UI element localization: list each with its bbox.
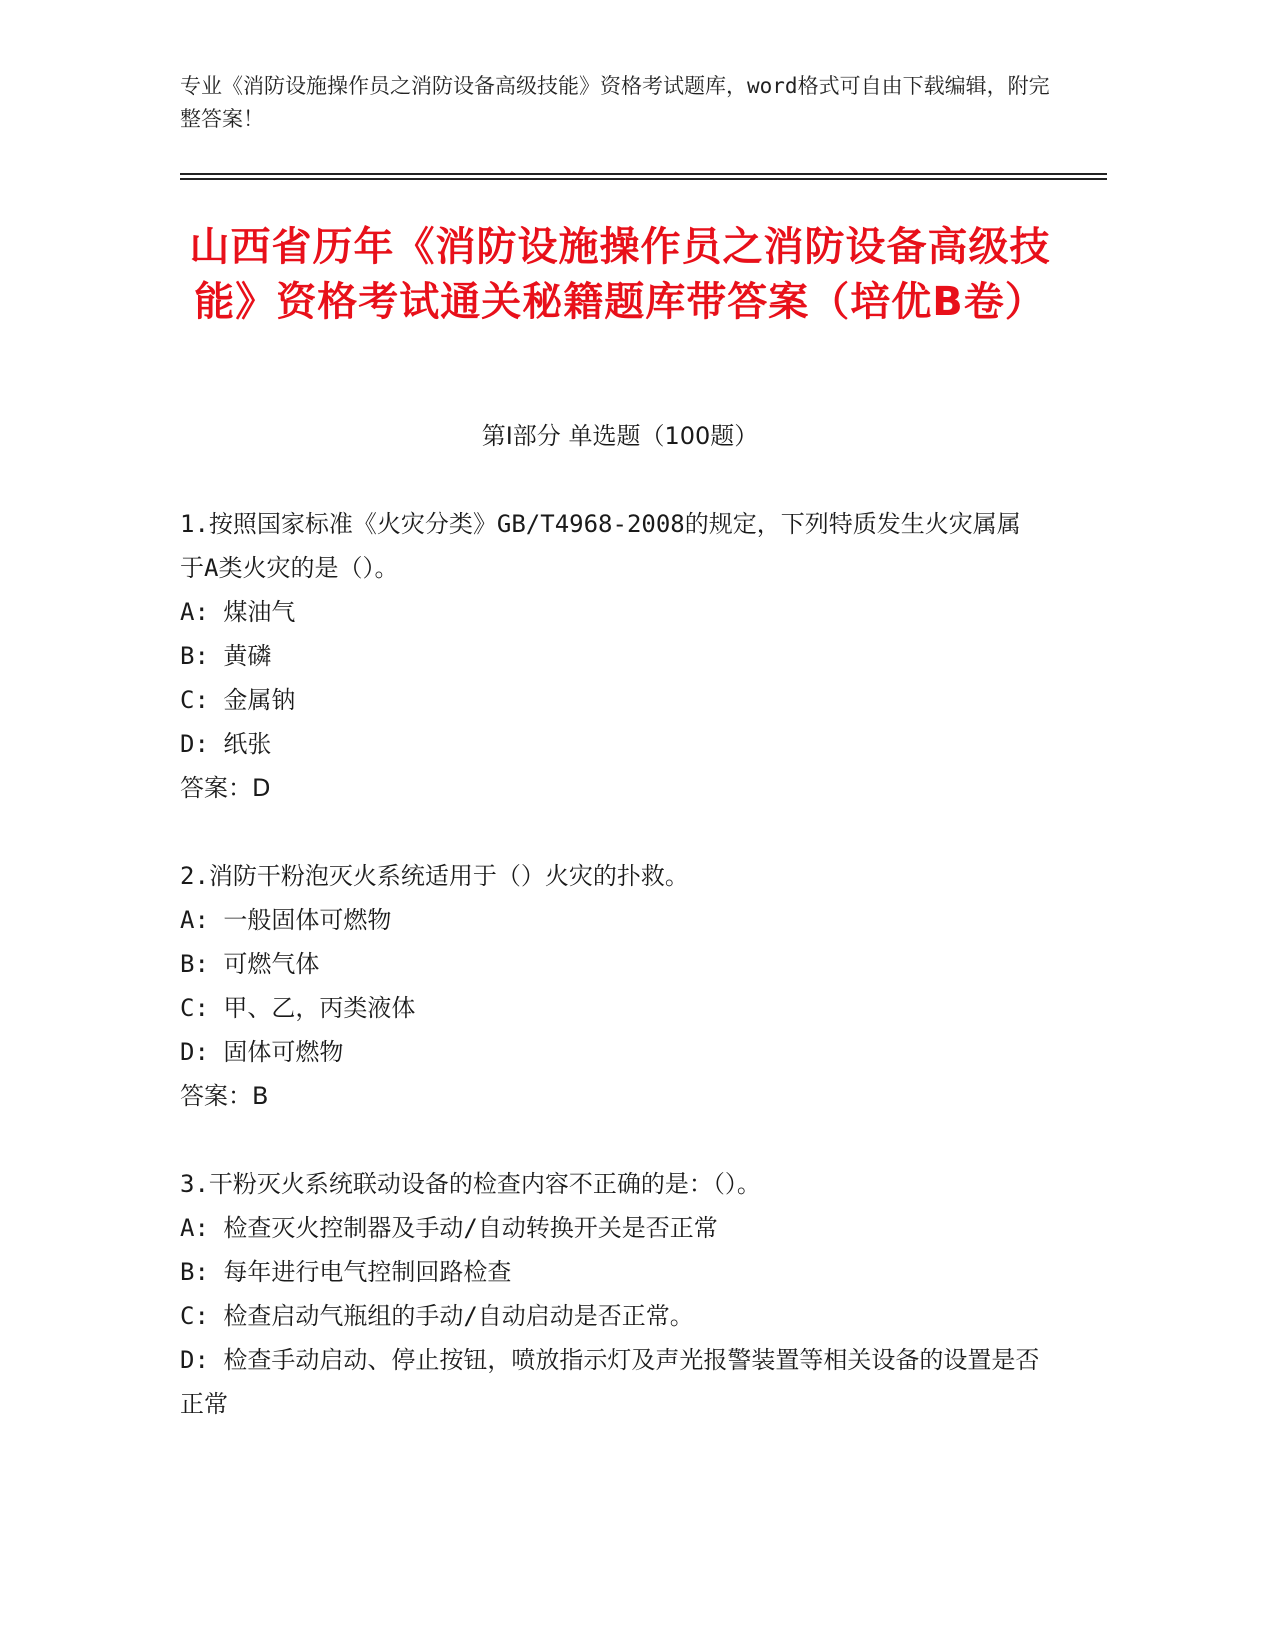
- question-text: 2.消防干粉泡灭火系统适用于（）火灾的扑救。: [180, 862, 689, 890]
- section-title: 第Ⅰ部分 单选题（100题）: [481, 422, 759, 450]
- option-c: C: 检查启动气瓶组的手动/自动启动是否正常。: [180, 1302, 694, 1330]
- question-3: [180, 1162, 1040, 1426]
- answer: 答案：D: [180, 774, 271, 802]
- header-note: 专业《消防设施操作员之消防设备高级技能》资格考试题库，word格式可自由下载编辑，附完整答案！: [180, 74, 1050, 131]
- question-2: [180, 854, 1040, 1118]
- answer: 答案：B: [180, 1082, 269, 1110]
- document-title: 山西省历年《消防设施操作员之消防设备高级技能》资格考试通关秘籍题库带答案（培优B卷）: [189, 224, 1051, 325]
- option-d: D: 固体可燃物: [180, 1038, 344, 1066]
- option-c: C: 金属钠: [180, 686, 296, 714]
- option-c: C: 甲、乙，丙类液体: [180, 994, 416, 1022]
- option-d: D: 检查手动启动、停止按钮，喷放指示灯及声光报警装置等相关设备的设置是否正常: [180, 1346, 1040, 1418]
- option-d: D: 纸张: [180, 730, 272, 758]
- option-a: A: 一般固体可燃物: [180, 906, 392, 934]
- option-a: A: 检查灭火控制器及手动/自动转换开关是否正常: [180, 1214, 718, 1242]
- option-a: A: 煤油气: [180, 598, 296, 626]
- option-b: B: 黄磷: [180, 642, 272, 670]
- header-divider-bottom: [180, 178, 1107, 180]
- header-divider-top: [180, 173, 1107, 175]
- question-list: [180, 502, 1040, 1470]
- question-text: 3.干粉灭火系统联动设备的检查内容不正确的是：（）。: [180, 1170, 761, 1198]
- option-b: B: 可燃气体: [180, 950, 320, 978]
- question-1: [180, 502, 1040, 810]
- option-b: B: 每年进行电气控制回路检查: [180, 1258, 512, 1286]
- question-text: 1.按照国家标准《火灾分类》GB/T4968-2008的规定，下列特质发生火灾属属于A类火灾的是（）。: [180, 510, 1021, 582]
